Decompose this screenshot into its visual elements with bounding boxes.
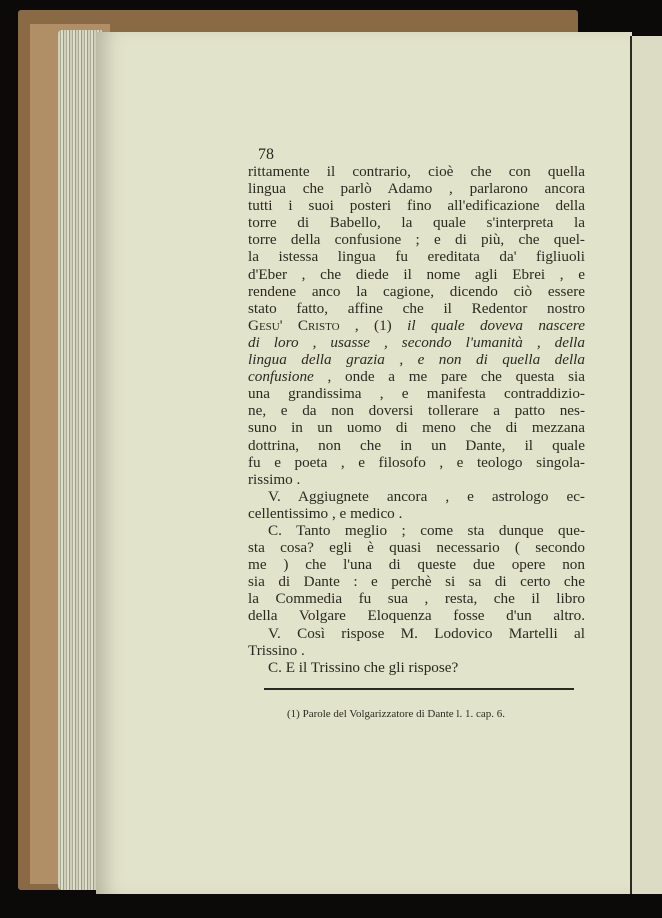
text-line bbox=[248, 539, 585, 556]
text-line bbox=[248, 590, 585, 607]
italic-text: il quale doveva nascere bbox=[407, 316, 585, 334]
text-segment: V. Così rispose M. Lodovico Martelli al bbox=[268, 624, 585, 642]
italic-text: confusione bbox=[248, 368, 314, 386]
text-segment: della Volgare Eloquenza fosse d'un altro. bbox=[248, 607, 585, 625]
text-segment: suno in un uomo di meno che di mezzana bbox=[248, 419, 585, 437]
text-line bbox=[248, 385, 585, 402]
text-segment: lingua che parlò Adamo , parlarono ancora bbox=[248, 180, 585, 198]
text-line bbox=[248, 607, 585, 624]
text-line bbox=[248, 163, 585, 180]
text-line bbox=[248, 368, 585, 385]
text-line bbox=[248, 214, 585, 231]
page-number: 78 bbox=[258, 146, 274, 163]
text-segment: torre della confusione ; e di più, che quel- bbox=[248, 231, 585, 249]
body-text bbox=[248, 163, 585, 676]
text-segment: la istessa lingua fu ereditata da' figliuoli bbox=[248, 248, 585, 266]
text-segment: sta cosa? egli è quasi necessario ( secondo bbox=[248, 539, 585, 557]
text-line bbox=[248, 556, 585, 573]
text-segment: C. Tanto meglio ; come sta dunque que- bbox=[268, 521, 585, 539]
text-segment: V. Aggiugnete ancora , e astrologo ec- bbox=[268, 487, 585, 505]
text-line bbox=[248, 197, 585, 214]
text-segment: dottrina, non che in un Dante, il quale bbox=[248, 436, 585, 454]
text-line bbox=[248, 317, 585, 334]
text-segment: fu e poeta , e filosofo , e teologo singola- bbox=[248, 453, 585, 471]
text-segment: me ) che l'una di queste due opere non bbox=[248, 556, 585, 574]
text-line bbox=[248, 488, 585, 505]
text-segment: Trissino . bbox=[248, 641, 305, 659]
text-line bbox=[248, 419, 585, 436]
text-segment: rissimo . bbox=[248, 470, 301, 488]
text-segment: cellentissimo , e medico . bbox=[248, 504, 403, 522]
footnote: (1) Parole del Volgarizzatore di Dante l. 1. cap. 6. bbox=[287, 708, 505, 720]
text-segment: una grandissima , e manifesta contraddizio- bbox=[248, 385, 585, 403]
italic-text: lingua della grazia , e non di quella della bbox=[248, 351, 585, 369]
text-line bbox=[248, 334, 585, 351]
text-line bbox=[248, 454, 585, 471]
text-line bbox=[248, 505, 585, 522]
text-segment: torre di Babello, la quale s'interpreta la bbox=[248, 214, 585, 232]
text-segment: rittamente il contrario, cioè che con quella bbox=[248, 163, 585, 180]
text-segment: ne, e da non doversi tollerare a patto nes- bbox=[248, 402, 585, 420]
text-segment: , onde a me pare che questa sia bbox=[313, 368, 585, 386]
italic-text: di loro , usasse , secondo l'umanità , della bbox=[248, 333, 585, 351]
text-segment: la Commedia fu sua , resta, che il libro bbox=[248, 590, 585, 608]
text-line bbox=[248, 402, 585, 419]
text-line bbox=[248, 266, 585, 283]
text-line bbox=[248, 625, 585, 642]
text-line bbox=[248, 573, 585, 590]
text-line bbox=[248, 283, 585, 300]
text-line bbox=[248, 642, 585, 659]
text-line bbox=[248, 522, 585, 539]
small-caps-text: Gesu' Cristo bbox=[248, 316, 340, 334]
text-segment: , (1) bbox=[339, 316, 408, 334]
text-line bbox=[248, 659, 585, 676]
text-segment: C. E il Trissino che gli rispose? bbox=[268, 658, 459, 676]
text-segment: sia di Dante : e perchè si sa di certo che bbox=[248, 573, 585, 591]
text-line bbox=[248, 231, 585, 248]
text-line bbox=[248, 300, 585, 317]
text-segment: stato fatto, affine che il Redentor nostro bbox=[248, 299, 585, 317]
text-line bbox=[248, 437, 585, 454]
text-segment: d'Eber , che diede il nome agli Ebrei , e bbox=[248, 265, 585, 283]
text-line bbox=[248, 471, 585, 488]
text-line bbox=[248, 351, 585, 368]
text-line bbox=[248, 180, 585, 197]
facing-page-edge bbox=[630, 36, 662, 894]
text-segment: tutti i suoi posteri fino all'edificazione della bbox=[248, 197, 585, 215]
text-line bbox=[248, 248, 585, 265]
text-segment: rendene anco la cagione, dicendo ciò essere bbox=[248, 282, 585, 300]
footnote-rule bbox=[264, 688, 574, 690]
